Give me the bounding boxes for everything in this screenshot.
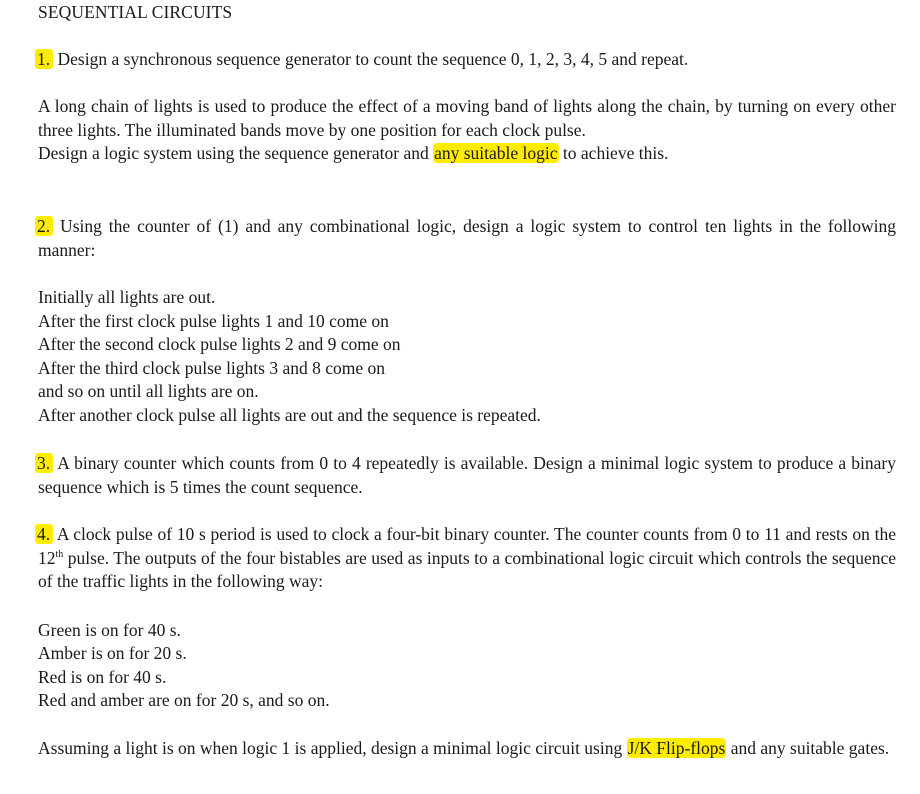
question-1 (38, 48, 688, 72)
question-4 (38, 523, 896, 594)
question-number-4: 4. (35, 524, 53, 544)
question-3 (38, 452, 896, 499)
sequence-line: After the second clock pulse lights 2 and 9 come on (38, 334, 401, 354)
question-3-text: A binary counter which counts from 0 to 4 repeatedly is available. Design a minimal logic system to produce a binary sequence which is 5 times the count sequence. (38, 453, 896, 497)
highlight-jk-flip-flops: J/K Flip-flops (627, 738, 726, 758)
question-1-paragraph-b (38, 142, 668, 166)
question-4-text-b: pulse. The outputs of the four bistables are used as inputs to a combinational logic circuit which controls the sequence of the traffic lights in the following way: (38, 547, 896, 591)
page-title: SEQUENTIAL CIRCUITS (38, 2, 233, 22)
sequence-line: After another clock pulse all lights are out and the sequence is repeated. (38, 405, 541, 425)
question-number-3: 3. (35, 453, 53, 473)
question-2-text: Using the counter of (1) and any combinational logic, design a logic system to control ten lights in the following manner: (38, 216, 896, 260)
question-4-final-end: and any suitable gates. (726, 738, 890, 758)
traffic-line: Red is on for 40 s. (38, 667, 167, 687)
ordinal-suffix: th (55, 548, 64, 560)
traffic-line: Amber is on for 20 s. (38, 643, 187, 663)
question-1-paragraph-b-end: to achieve this. (558, 143, 669, 163)
question-4-final-start: Assuming a light is on when logic 1 is applied, design a minimal logic circuit using (38, 738, 627, 758)
sequence-line: Initially all lights are out. (38, 287, 216, 307)
traffic-line: Green is on for 40 s. (38, 620, 181, 640)
question-number-2: 2. (35, 216, 53, 236)
sequence-line: and so on until all lights are on. (38, 381, 259, 401)
question-2 (38, 215, 896, 262)
question-4-text-a: A clock pulse of 10 s period is used to clock a four-bit binary counter. The counter counts from 0 to 11 and rests on the 12 (38, 524, 896, 568)
question-1-paragraph-a: A long chain of lights is used to produce the effect of a moving band of lights along the chain, by turning on every other three lights. The illuminated bands move by one position for each clock pulse. (38, 96, 896, 140)
sequence-line: After the third clock pulse lights 3 and 8 come on (38, 358, 386, 378)
question-4-final (38, 737, 896, 761)
question-number-1: 1. (35, 49, 53, 69)
sequence-line: After the first clock pulse lights 1 and 10 come on (38, 311, 389, 331)
question-1-text: Design a synchronous sequence generator to count the sequence 0, 1, 2, 3, 4, 5 and repeat. (53, 49, 689, 69)
question-1-paragraph-b-start: Design a logic system using the sequence generator and (38, 143, 434, 163)
traffic-line: Red and amber are on for 20 s, and so on. (38, 690, 330, 710)
highlight-any-suitable-logic: any suitable logic (434, 143, 558, 163)
